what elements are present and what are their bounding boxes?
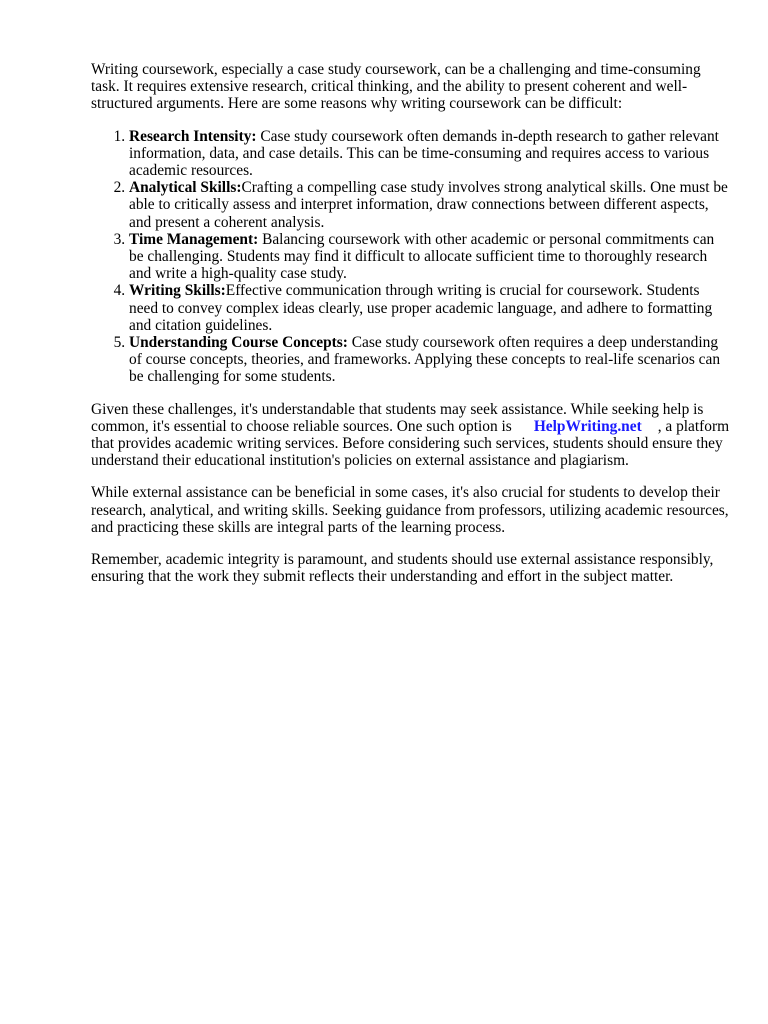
development-paragraph: While external assistance can be beneficial in some cases, it's also crucial for students to develop their research, analytical, and writing skills. Seeking guidance from professors, utilizing academic resources, and practicing these skills are integral parts of the learning process. — [91, 484, 729, 536]
list-item-text: Balancing coursework with other academic or personal commitments can be challenging. Students may find it difficult to allocate sufficient time to thoroughly research and write a high-quality case study. — [129, 230, 715, 283]
list-item — [129, 179, 731, 231]
assistance-text-before: Given these challenges, it's understandable that students may seek assistance. While seeking help is common, it's essential to choose reliable sources. One such option is — [91, 400, 704, 435]
list-item-term: Analytical Skills: — [129, 179, 242, 197]
list-item-text: Effective communication through writing is crucial for coursework. Students need to convey complex ideas clearly, use proper academic language, and adhere to formatting and citation guidelines. — [129, 282, 713, 334]
list-item-term: Time Management: — [129, 230, 259, 248]
assistance-paragraph — [91, 401, 731, 470]
list-item-text: Case study coursework often requires a deep understanding of course concepts, theories, and frameworks. Applying these concepts to real-life scenarios can be challenging for some students. — [129, 334, 721, 386]
helpwriting-link[interactable]: HelpWriting.net — [533, 417, 642, 435]
list-item-term: Writing Skills: — [129, 282, 226, 300]
list-item — [129, 231, 731, 283]
list-item — [129, 128, 731, 180]
document-page — [91, 61, 731, 600]
list-item-text: Crafting a compelling case study involves strong analytical skills. One must be able to critically assess and interpret information, draw connections between different aspects, and present a coherent analysis. — [129, 179, 728, 231]
assistance-text-after: , a platform that provides academic writing services. Before considering such services, students should ensure they understand their educational institution's policies on external assistance and plagiarism. — [91, 417, 730, 470]
list-item-term: Research Intensity: — [129, 127, 257, 145]
list-item-term: Understanding Course Concepts: — [129, 334, 348, 352]
list-item-text: Case study coursework often demands in-depth research to gather relevant information, data, and case details. This can be time-consuming and requires access to various academic resources. — [129, 127, 719, 180]
conclusion-paragraph: Remember, academic integrity is paramount, and students should use external assistance responsibly, ensuring that the work they submit reflects their understanding and effort in the subject matter. — [91, 551, 714, 586]
intro-paragraph: Writing coursework, especially a case study coursework, can be a challenging and time-consuming task. It requires extensive research, critical thinking, and the ability to present coherent and well-structured arguments. Here are some reasons why writing coursework can be difficult: — [91, 61, 701, 113]
list-item — [129, 334, 731, 386]
reasons-list — [91, 128, 731, 386]
list-item — [129, 282, 731, 334]
